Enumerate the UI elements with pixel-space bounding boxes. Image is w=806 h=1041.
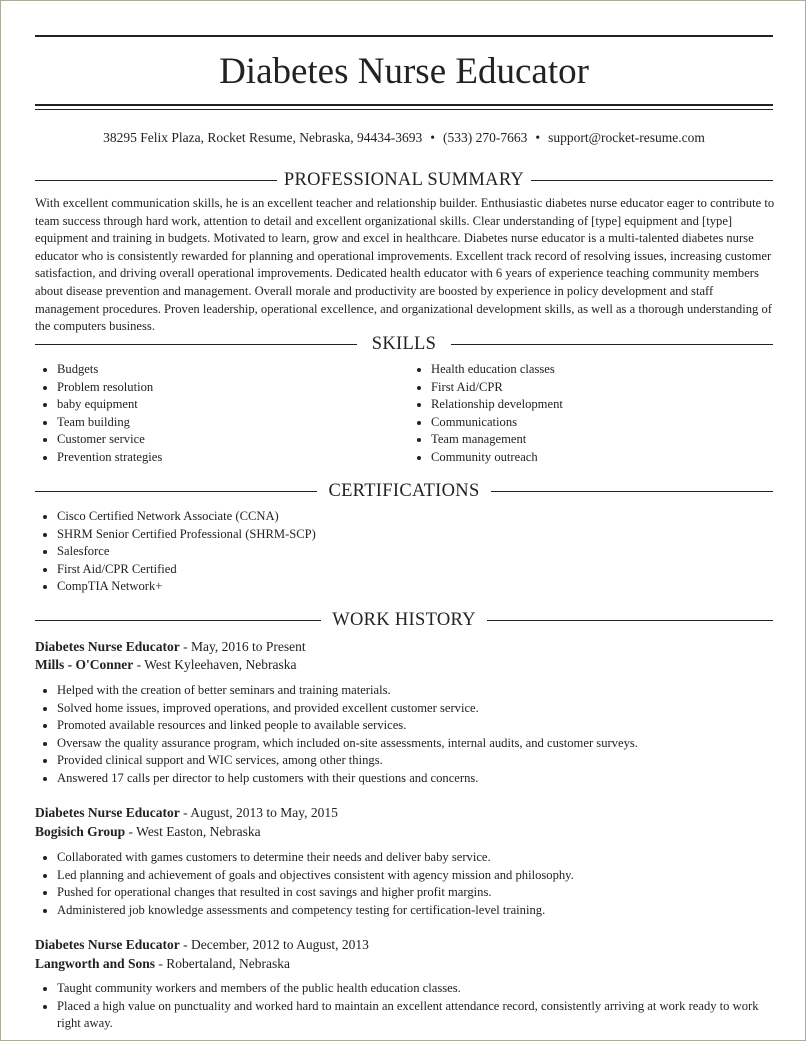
contact-phone: (533) 270-7663 <box>442 130 528 145</box>
list-item: Answered 17 calls per director to help customers with their questions and concerns. <box>35 770 773 788</box>
skills-list-left <box>35 361 395 467</box>
job-location: - West Easton, Nebraska <box>125 824 261 839</box>
contact-separator: • <box>535 130 541 145</box>
contact-line <box>35 129 773 147</box>
job-company-line <box>35 656 773 674</box>
job-company: Bogisich Group <box>35 824 126 839</box>
list-item: Collaborated with games customers to determine their needs and deliver baby service. <box>35 849 773 867</box>
certifications-section-header <box>35 480 773 502</box>
list-item: Promoted available resources and linked people to available services. <box>35 717 773 735</box>
list-item: Community outreach <box>409 449 769 467</box>
list-item: Health education classes <box>409 361 769 379</box>
job-title: Diabetes Nurse Educator <box>35 937 180 952</box>
list-item: Customer service <box>35 431 395 449</box>
job-title: Diabetes Nurse Educator <box>35 805 180 820</box>
job-dates: - December, 2012 to August, 2013 <box>179 937 369 952</box>
section-title: WORK HISTORY <box>332 610 476 630</box>
job-title-line <box>35 638 773 656</box>
list-item: Communications <box>409 414 769 432</box>
job-bullets <box>35 682 773 788</box>
list-item: Pushed for operational changes that resulted in cost savings and higher profit margins. <box>35 884 773 902</box>
job-dates: - August, 2013 to May, 2015 <box>179 805 338 820</box>
header-rule-thick <box>35 104 773 106</box>
contact-email[interactable]: support@rocket-resume.com <box>548 130 705 145</box>
section-title: CERTIFICATIONS <box>328 481 480 501</box>
list-item: Team building <box>35 414 395 432</box>
section-title: SKILLS <box>371 334 437 354</box>
list-item: Oversaw the quality assurance program, which included on-site assessments, internal audits, and customer surveys. <box>35 735 773 753</box>
skills-section-header <box>35 333 773 355</box>
header-rule-thin <box>35 109 773 110</box>
job-title-line <box>35 936 773 954</box>
list-item: Placed a high value on punctuality and worked hard to maintain an excellent attendance record, consistently arriving at work ready to work right away. <box>35 998 773 1033</box>
job-bullets <box>35 849 773 919</box>
list-item: Led planning and achievement of goals and objectives consistent with agency mission and philosophy. <box>35 867 773 885</box>
list-item: First Aid/CPR Certified <box>35 561 773 579</box>
job-company-line <box>35 955 773 973</box>
list-item: CompTIA Network+ <box>35 578 773 596</box>
contact-separator: • <box>430 130 435 145</box>
list-item: SHRM Senior Certified Professional (SHRM-SCP) <box>35 526 773 544</box>
summary-text: With excellent communication skills, he is an excellent teacher and relationship builder. Enthusiastic diabetes nurse educator eager to contribute to team success through hard work, attention to detail and excellent organizational skills. Clear understanding of [type] equipment and [type] equipment and training in budgets. Motivated to learn, grow and excel in healthcare. Diabetes nurse educator is a multi-talented diabetes nurse educator who is consistently rewarded for planning and operational improvements. Excellent track record of resolving issues, increasing customer satisfaction, and driving overall operational improvements. Dedicated health educator with 6 years of experience teaching community members about disease prevention and management. Overall morale and productivity are boosted by experience in policy development and staff management procedures. Proven leadership, operational excellence, and organizational development skills, as well as a thorough understanding of the computers business. <box>35 196 775 334</box>
list-item: baby equipment <box>35 396 395 414</box>
list-item: Prevention strategies <box>35 449 395 467</box>
certifications-list <box>35 508 773 596</box>
list-item: Team management <box>409 431 769 449</box>
list-item: Salesforce <box>35 543 773 561</box>
list-item: Provided clinical support and WIC services, among other things. <box>35 752 773 770</box>
job-title-line <box>35 804 773 822</box>
work-section-header <box>35 609 773 631</box>
job-location: - Robertaland, Nebraska <box>155 956 290 971</box>
list-item: Cisco Certified Network Associate (CCNA) <box>35 508 773 526</box>
job-company-line <box>35 823 773 841</box>
job-title: Diabetes Nurse Educator <box>35 639 180 654</box>
job-location: - West Kyleehaven, Nebraska <box>133 657 297 672</box>
skills-list-right <box>409 361 769 467</box>
job-bullets <box>35 980 773 1033</box>
list-item: Administered job knowledge assessments and competency testing for certification-level training. <box>35 902 773 920</box>
list-item: Relationship development <box>409 396 769 414</box>
list-item: First Aid/CPR <box>409 379 769 397</box>
job-company: Mills - O'Conner <box>35 657 134 672</box>
top-rule <box>35 35 773 37</box>
summary-section-header <box>35 169 773 191</box>
list-item: Taught community workers and members of the public health education classes. <box>35 980 773 998</box>
job-company: Langworth and Sons <box>35 956 156 971</box>
list-item: Problem resolution <box>35 379 395 397</box>
section-title: PROFESSIONAL SUMMARY <box>283 170 525 190</box>
list-item: Budgets <box>35 361 395 379</box>
list-item: Solved home issues, improved operations, and provided excellent customer service. <box>35 700 773 718</box>
job-dates: - May, 2016 to Present <box>179 639 306 654</box>
contact-address: 38295 Felix Plaza, Rocket Resume, Nebraska, 94434-3693 <box>103 130 423 145</box>
list-item: Helped with the creation of better seminars and training materials. <box>35 682 773 700</box>
page-title: Diabetes Nurse Educator <box>219 51 589 92</box>
